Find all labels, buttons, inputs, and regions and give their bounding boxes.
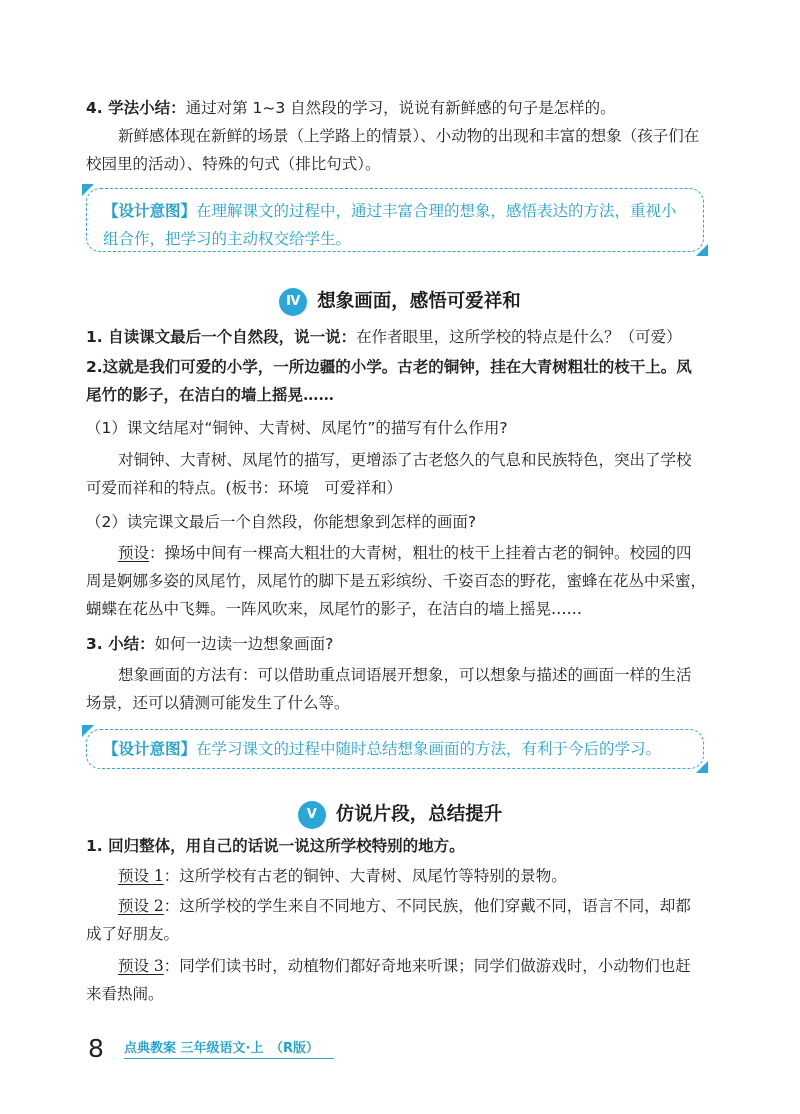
design-intent-label-1: 【设计意图】 bbox=[103, 201, 197, 220]
roman-numeral-badge: Ⅳ bbox=[279, 288, 307, 316]
section4-label: 4. 学法小结： bbox=[86, 99, 186, 117]
preset-text: ：同学们读书时，动植物们都好奇地来听课；同学们做游戏时，小动物们也赶来看热闹。 bbox=[86, 957, 691, 1003]
corner-ornament-icon bbox=[82, 725, 94, 737]
part5-preset-1 bbox=[86, 862, 706, 890]
section-heading-4 bbox=[0, 287, 800, 316]
preset-text: ：这所学校有古老的铜钟、大青树、凤尾竹等特别的景物。 bbox=[163, 867, 567, 885]
part4-item-3-text: 如何一边读一边想象画面? bbox=[154, 635, 334, 653]
section4-answer: 新鲜感体现在新鲜的场景（上学路上的情景）、小动物的出现和丰富的想象（孩子们在校园里的活动）、特殊的句式（排比句式）。 bbox=[86, 127, 700, 173]
design-intent-label-2: 【设计意图】 bbox=[103, 739, 197, 758]
part5-preset-2 bbox=[86, 892, 706, 948]
preset-text: ：操场中间有一棵高大粗壮的大青树，粗壮的枝干上挂着古老的铜钟。校园的四周是婀娜多姿的凤尾竹，凤尾竹的脚下是五彩缤纷、千姿百态的野花，蜜蜂在花丛中采蜜，蝴蝶在花丛中飞舞。一阵风吹来，凤尾竹的影子，在洁白的墙上摇晃…… bbox=[86, 544, 707, 618]
part4-item-1-label: 1. 自读课文最后一个自然段，说一说： bbox=[86, 328, 357, 346]
part5-item-1: 1. 回归整体，用自己的话说一说这所学校特别的地方。 bbox=[86, 837, 465, 855]
design-intent-box-1 bbox=[86, 188, 704, 252]
part4-item-3-label: 3. 小结： bbox=[86, 635, 155, 653]
part4-summary: 想象画面的方法有：可以借助重点词语展开想象，可以想象与描述的画面一样的生活场景，还可以猜测可能发生了什么等。 bbox=[86, 666, 692, 712]
page-number: 8 bbox=[88, 1034, 104, 1063]
part4-answer-2 bbox=[86, 539, 706, 623]
preset-label: 预设 2 bbox=[118, 897, 164, 915]
part4-question-2: （2）读完课文最后一个自然段，你能想象到怎样的画面? bbox=[86, 513, 477, 531]
section-heading-5-title: 仿说片段，总结提升 bbox=[335, 804, 503, 825]
part4-item-1 bbox=[86, 323, 706, 351]
part4-item-2-label: 2. bbox=[86, 358, 103, 376]
section4-question bbox=[86, 94, 706, 122]
section-heading-4-title: 想象画面，感悟可爱祥和 bbox=[317, 291, 521, 312]
part4-item-2-text: 这就是我们可爱的小学，一所边疆的小学。古老的铜钟，挂在大青树粗壮的枝干上。凤尾竹的影子，在洁白的墙上摇晃…… bbox=[86, 357, 692, 404]
preset-label: 预设 1 bbox=[118, 867, 164, 885]
section4-question-text: 通过对第 1~3 自然段的学习，说说有新鲜感的句子是怎样的。 bbox=[185, 99, 616, 117]
part5-preset-3 bbox=[86, 952, 706, 1008]
roman-numeral-badge: Ⅴ bbox=[298, 801, 326, 829]
part4-item-3 bbox=[86, 630, 706, 658]
preset-label: 预设 3 bbox=[118, 957, 164, 975]
part4-item-1-text: 在作者眼里，这所学校的特点是什么？（可爱） bbox=[356, 328, 682, 346]
corner-ornament-icon bbox=[82, 184, 94, 196]
preset-text: ：这所学校的学生来自不同地方、不同民族，他们穿戴不同，语言不同，却都成了好朋友。 bbox=[86, 897, 691, 943]
part4-item-2 bbox=[86, 353, 706, 409]
section-heading-5 bbox=[0, 800, 800, 829]
corner-ornament-icon bbox=[696, 244, 708, 256]
design-intent-text-2: 在学习课文的过程中随时总结想象画面的方法，有利于今后的学习。 bbox=[196, 740, 662, 758]
corner-ornament-icon bbox=[696, 761, 708, 773]
book-title: 点典教案 三年级语文·上 （R版） bbox=[124, 1037, 334, 1059]
part4-question-1: （1）课文结尾对“铜钟、大青树、凤尾竹”的描写有什么作用? bbox=[86, 419, 508, 437]
preset-label: 预设 bbox=[118, 544, 150, 562]
part4-answer-1: 对铜钟、大青树、凤尾竹的描写，更增添了古老悠久的气息和民族特色，突出了学校可爱而祥和的特点。(板书：环境 可爱祥和） bbox=[86, 451, 692, 497]
design-intent-text-1: 在理解课文的过程中，通过丰富合理的想象，感悟表达的方法，重视小组合作，把学习的主动权交给学生。 bbox=[103, 202, 677, 248]
design-intent-box-2 bbox=[86, 729, 704, 769]
